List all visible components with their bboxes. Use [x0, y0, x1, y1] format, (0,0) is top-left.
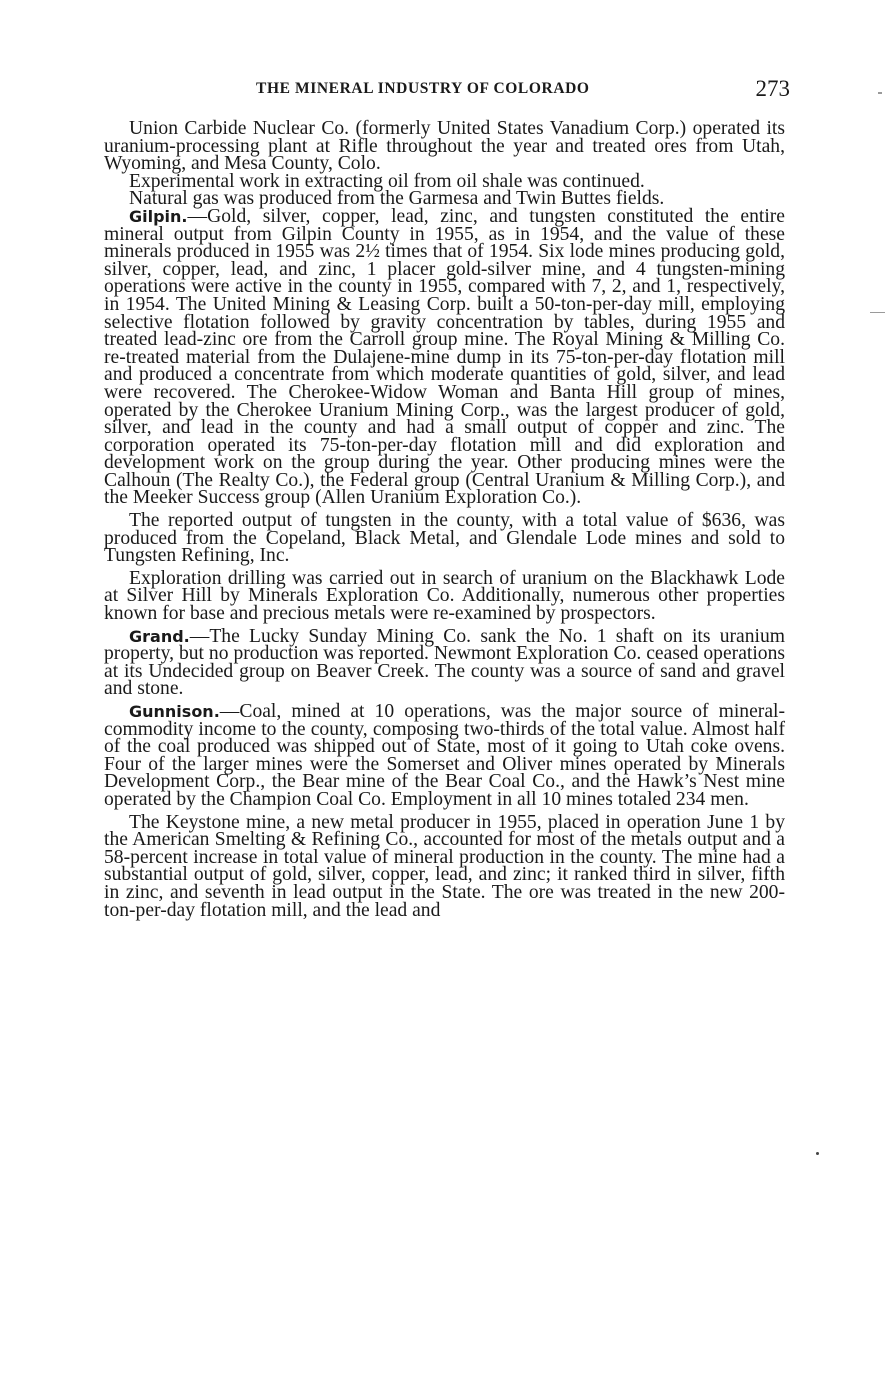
paragraph-exploration: Exploration drilling was carried out in search of uranium on the Blackhawk Lode at Silver Hill by Minerals Exploration Co. Additionally, numerous other properties known for base and precious metals were re-examined by prospectors. — [104, 567, 785, 625]
scan-speck — [816, 1152, 819, 1155]
paragraph-natural-gas: Natural gas was produced from the Garmesa and Twin Buttes fields. — [129, 188, 665, 210]
paragraph-keystone: The Keystone mine, a new metal producer in 1955, placed in operation June 1 by the American Smelting & Refining Co., accounted for most of the metals output and a 58-percent increase in total value of mineral production in the county. The mine had a substantial output of gold, silver, copper, lead, and zinc; it ranked third in silver, fifth in zinc, and seventh in lead output in the State. The ore was treated in the new 200-ton-per-day flotation mill, and the lead and — [104, 811, 785, 921]
body-text — [104, 120, 785, 919]
paragraph-tungsten: The reported output of tungsten in the county, with a total value of $636, was produced from the Copeland, Black Metal, and Glendale Lode mines and sold to Tungsten Refining, Inc. — [104, 510, 785, 567]
page-header — [104, 78, 790, 108]
paragraph-oil-shale: Experimental work in extracting oil from oil shale was continued. — [129, 170, 645, 192]
paragraph-union-carbide: Union Carbide Nuclear Co. (formerly United States Vanadium Corp.) operated its uranium-processing plant at Rifle throughout the year and treated ores from Utah, Wyoming, and Mesa County, Colo. — [104, 118, 785, 175]
scan-margin-mark — [870, 312, 885, 313]
county-heading-gilpin: Gilpin. — [129, 206, 188, 226]
paragraph-grand — [104, 625, 785, 700]
paragraph-gunnison — [104, 703, 785, 809]
page-number: 273 — [755, 76, 790, 101]
scan-edge-mark — [878, 92, 882, 94]
paragraph-gunnison-text: —Coal, mined at 10 operations, was the major source of mineral-commodity income to the county, composing two-thirds of the total value. Almost half of the coal produced was shipped out of State, most of it going to Utah coke ovens. Four of the larger mines were the Somerset and Oliver mines operated by Minerals Development Corp., the Bear mine of the Bear Coal Co., and the Hawk’s Nest mine operated by the Champion Coal Co. Employment in all 10 mines totaled 234 men. — [104, 701, 785, 810]
paragraph-gilpin-text: —Gold, silver, copper, lead, zinc, and tungsten constituted the entire mineral output from Gilpin County in 1955, as in 1954, and the value of these minerals produced in 1955 was 2½ times that of 1954. Six lode mines producing gold, silver, copper, lead, and zinc, 1 placer gold-silver mine, and 4 tungsten-mining operations were active in the county in 1955, compared with 7, 2, and 1, respectively, in 1954. The United Mining & Leasing Corp. built a 50-ton-per-day mill, employing selective flotation followed by gravity concentration by tables, during 1955 and treated lead-zinc ore from the Carroll group mine. The Royal Mining & Milling Co. re-treated material from the Dulajene-mine dump in its 75-ton-per-day flotation mill and produced a concentrate from which moderate quantities of gold, silver, and lead were recovered. The Cherokee-Widow Woman and Banta Hill group of mines, operated by the Cherokee Uranium Mining Corp., was the largest producer of gold, silver, and lead in the county and had a small output of copper and zinc. The corporation operated its 75-ton-per-day flotation mill and did exploration and development work on the group during the year. Other producing mines were the Calhoun (The Realty Co.), the Federal group (Central Uranium & Milling Corp.), and the Meeker Success group (Allen Uranium Exploration Co.). — [104, 205, 785, 509]
county-heading-gunnison: Gunnison. — [129, 702, 220, 721]
paragraph-gilpin — [104, 205, 785, 509]
paragraph-grand-text: —The Lucky Sunday Mining Co. sank the No. 1 shaft on its uranium property, but no production was reported. Newmont Exploration Co. ceased operations at its Undecided group on Beaver Creek. The county was a source of sand and gravel and stone. — [104, 625, 785, 700]
running-title: THE MINERAL INDUSTRY OF COLORADO — [256, 80, 590, 97]
county-heading-grand: Grand. — [129, 626, 190, 646]
